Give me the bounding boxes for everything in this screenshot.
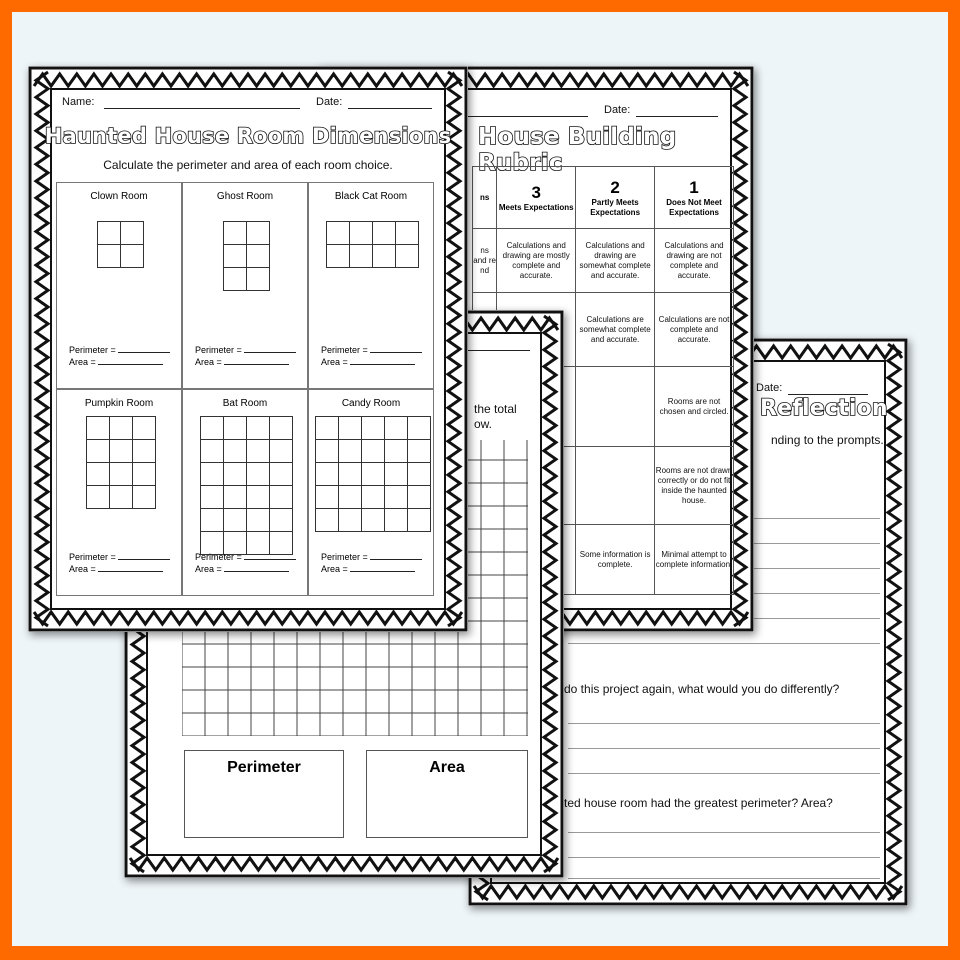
room-grid — [97, 221, 144, 268]
room-name: Bat Room — [222, 398, 268, 409]
room-grid — [200, 416, 293, 555]
rubric-cell: Calculations are somewhat complete and accurate. — [576, 293, 655, 367]
area-answer[interactable]: Area = — [321, 564, 415, 574]
rubric-cell: Rooms are not chosen and circled. — [655, 367, 734, 447]
rubric-cell: Calculations and drawing are not complete and accurate. — [655, 229, 734, 293]
area-answer[interactable]: Area = — [69, 357, 163, 367]
rubric-date-label: Date: — [604, 104, 631, 116]
rubric-cell — [576, 447, 655, 525]
rubric-cell: Some information is complete. — [576, 525, 655, 595]
room-name: Candy Room — [341, 398, 401, 409]
rubric-header-cell: ns — [473, 167, 497, 229]
perimeter-box-title: Perimeter — [227, 759, 301, 776]
worksheet-subtitle: Calculate the perimeter and area of each room choice. — [103, 158, 393, 172]
rubric-header-cell: 3 Meets Expectations — [497, 167, 576, 229]
rubric-title: House Building Rubric — [478, 124, 677, 176]
room-cell — [56, 182, 182, 389]
room-name: Clown Room — [90, 191, 148, 202]
perimeter-answer[interactable]: Perimeter = — [321, 552, 422, 562]
area-box-title: Area — [429, 759, 465, 776]
room-cell — [56, 389, 182, 596]
reflection-date-label: Date: — [756, 382, 783, 394]
area-answer[interactable]: Area = — [195, 357, 289, 367]
room-dimensions-sheet — [28, 66, 468, 632]
rubric-header-cell: 1 Does Not Meet Expectations — [655, 167, 734, 229]
room-grid — [315, 416, 431, 532]
room-name: Ghost Room — [216, 191, 274, 202]
room-grid — [326, 221, 419, 268]
perimeter-answer[interactable]: Perimeter = — [321, 345, 422, 355]
room-grid — [86, 416, 156, 509]
room-cell — [308, 389, 434, 596]
perimeter-answer[interactable]: Perimeter = — [195, 552, 296, 562]
reflection-question-1: do this project again, what would you do differently? — [564, 682, 840, 696]
rubric-cell: Calculations are not complete and accurate. — [655, 293, 734, 367]
rubric-cell: Rooms are not drawn correctly or do not fit inside the haunted house. — [655, 447, 734, 525]
rubric-cell: Calculations and drawing are somewhat complete and accurate. — [576, 229, 655, 293]
reflection-question-2: ted house room had the greatest perimeter? Area? — [564, 796, 833, 810]
canvas — [12, 12, 948, 946]
perimeter-answer[interactable]: Perimeter = — [195, 345, 296, 355]
room-name: Black Cat Room — [334, 191, 408, 202]
name-label: Name: — [62, 96, 95, 108]
reflection-intro: nding to the prompts. — [771, 433, 884, 447]
room-cell — [308, 182, 434, 389]
plan-instruction-line-2: ow. — [474, 417, 493, 431]
date-line[interactable] — [348, 108, 432, 109]
reflection-title: Reflection — [760, 396, 888, 421]
worksheet-title: Haunted House Room Dimensions — [44, 124, 452, 148]
area-answer[interactable]: Area = — [195, 564, 289, 574]
perimeter-answer[interactable]: Perimeter = — [69, 552, 170, 562]
area-answer[interactable]: Area = — [69, 564, 163, 574]
room-choices-grid — [56, 182, 434, 596]
perimeter-answer-box[interactable] — [184, 750, 344, 838]
plan-instruction-line-1: the total — [474, 402, 517, 416]
rubric-cell: Calculations and drawing are mostly complete and accurate. — [497, 229, 576, 293]
room-grid — [223, 221, 270, 291]
rubric-cell — [576, 367, 655, 447]
area-answer-box[interactable] — [366, 750, 528, 838]
rubric-cell: Minimal attempt to complete information. — [655, 525, 734, 595]
date-label: Date: — [316, 96, 343, 108]
room-name: Pumpkin Room — [84, 398, 154, 409]
rubric-header-cell: 2 Partly Meets Expectations — [576, 167, 655, 229]
rubric-cell: ns and re nd — [473, 229, 497, 293]
room-cell — [182, 182, 308, 389]
area-answer[interactable]: Area = — [321, 357, 415, 367]
room-cell — [182, 389, 308, 596]
perimeter-answer[interactable]: Perimeter = — [69, 345, 170, 355]
name-line[interactable] — [104, 108, 300, 109]
